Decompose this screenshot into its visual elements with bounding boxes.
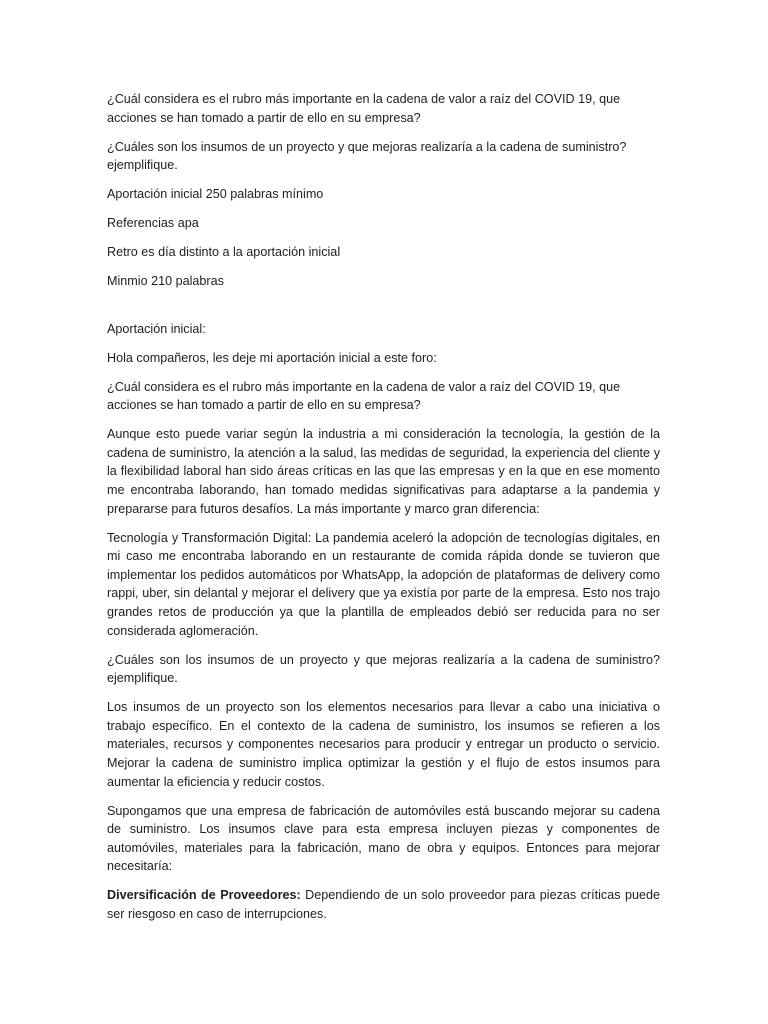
- response-question-1: ¿Cuál considera es el rubro más importante en la cadena de valor a raíz del COVID 19, que acciones se han tomado a partir de ello en su empresa?: [107, 379, 621, 413]
- paragraph-5-text: Dependiendo de un solo proveedor para piezas críticas puede ser riesgoso en caso de interrupciones.: [107, 888, 660, 921]
- response-question-2: ¿Cuáles son los insumos de un proyecto y que mejoras realizaría a la cadena de suministro? ejemplifique.: [107, 652, 660, 686]
- requirement-min-words: Minmio 210 palabras: [107, 274, 224, 289]
- response-paragraph-5: [107, 886, 660, 923]
- requirement-references: Referencias apa: [107, 216, 199, 231]
- response-heading: Aportación inicial:: [107, 321, 206, 336]
- instruction-question-1: ¿Cuál considera es el rubro más importante en la cadena de valor a raíz del COVID 19, que acciones se han tomado a partir de ello en su empresa?: [107, 92, 621, 125]
- document-page: [107, 90, 660, 934]
- response-paragraph-4: Supongamos que una empresa de fabricación de automóviles está buscando mejorar su cadena de suministro. Los insumos clave para esta empresa incluyen piezas y componentes de automóviles, materiales para la fabricación, mano de obra y equipos. Entonces para mejorar necesitaría:: [107, 803, 660, 874]
- response-greeting: Hola compañeros, les deje mi aportación inicial a este foro:: [107, 350, 437, 365]
- response-paragraph-3: Los insumos de un proyecto son los elementos necesarios para llevar a cabo una iniciativa o trabajo específico. En el contexto de la cadena de suministro, los insumos se refieren a los materiales, recursos y componentes necesarios para producir y entregar un producto o servicio. Mejorar la cadena de suministro implica optimizar la gestión y el flujo de estos insumos para aumentar la eficiencia y reducir costos.: [107, 700, 660, 789]
- response-paragraph-2: Tecnología y Transformación Digital: La pandemia aceleró la adopción de tecnologías digitales, en mi caso me encontraba laborando en un restaurante de comida rápida donde se tuvieron que implementar los pedidos automáticos por WhatsApp, la adopción de plataformas de delivery como rappi, uber, sin delantal y mejorar el delivery que ya existía por parte de la empresa. Esto nos trajo grandes retos de producción ya que la plantilla de empleados debió ser reducida para no ser considerada aglomeración.: [107, 530, 660, 638]
- requirement-feedback-day: Retro es día distinto a la aportación inicial: [107, 245, 341, 260]
- instruction-question-2: ¿Cuáles son los insumos de un proyecto y que mejoras realizaría a la cadena de suministro? ejemplifique.: [107, 139, 627, 173]
- requirement-word-count: Aportación inicial 250 palabras mínimo: [107, 187, 324, 202]
- response-paragraph-1: Aunque esto puede variar según la industria a mi consideración la tecnología, la gestión de la cadena de suministro, la atención a la salud, las medidas de seguridad, la experiencia del cliente y la flexibilidad laboral han sido áreas críticas en las que las empresas y en la que en ese momento me encontraba laborando, han tomado medidas significativas para adaptarse a la pandemia y prepararse para futuros desafíos. La más importante y marco gran diferencia:: [107, 427, 660, 516]
- paragraph-5-bold-lead: Diversificación de Proveedores:: [107, 888, 301, 903]
